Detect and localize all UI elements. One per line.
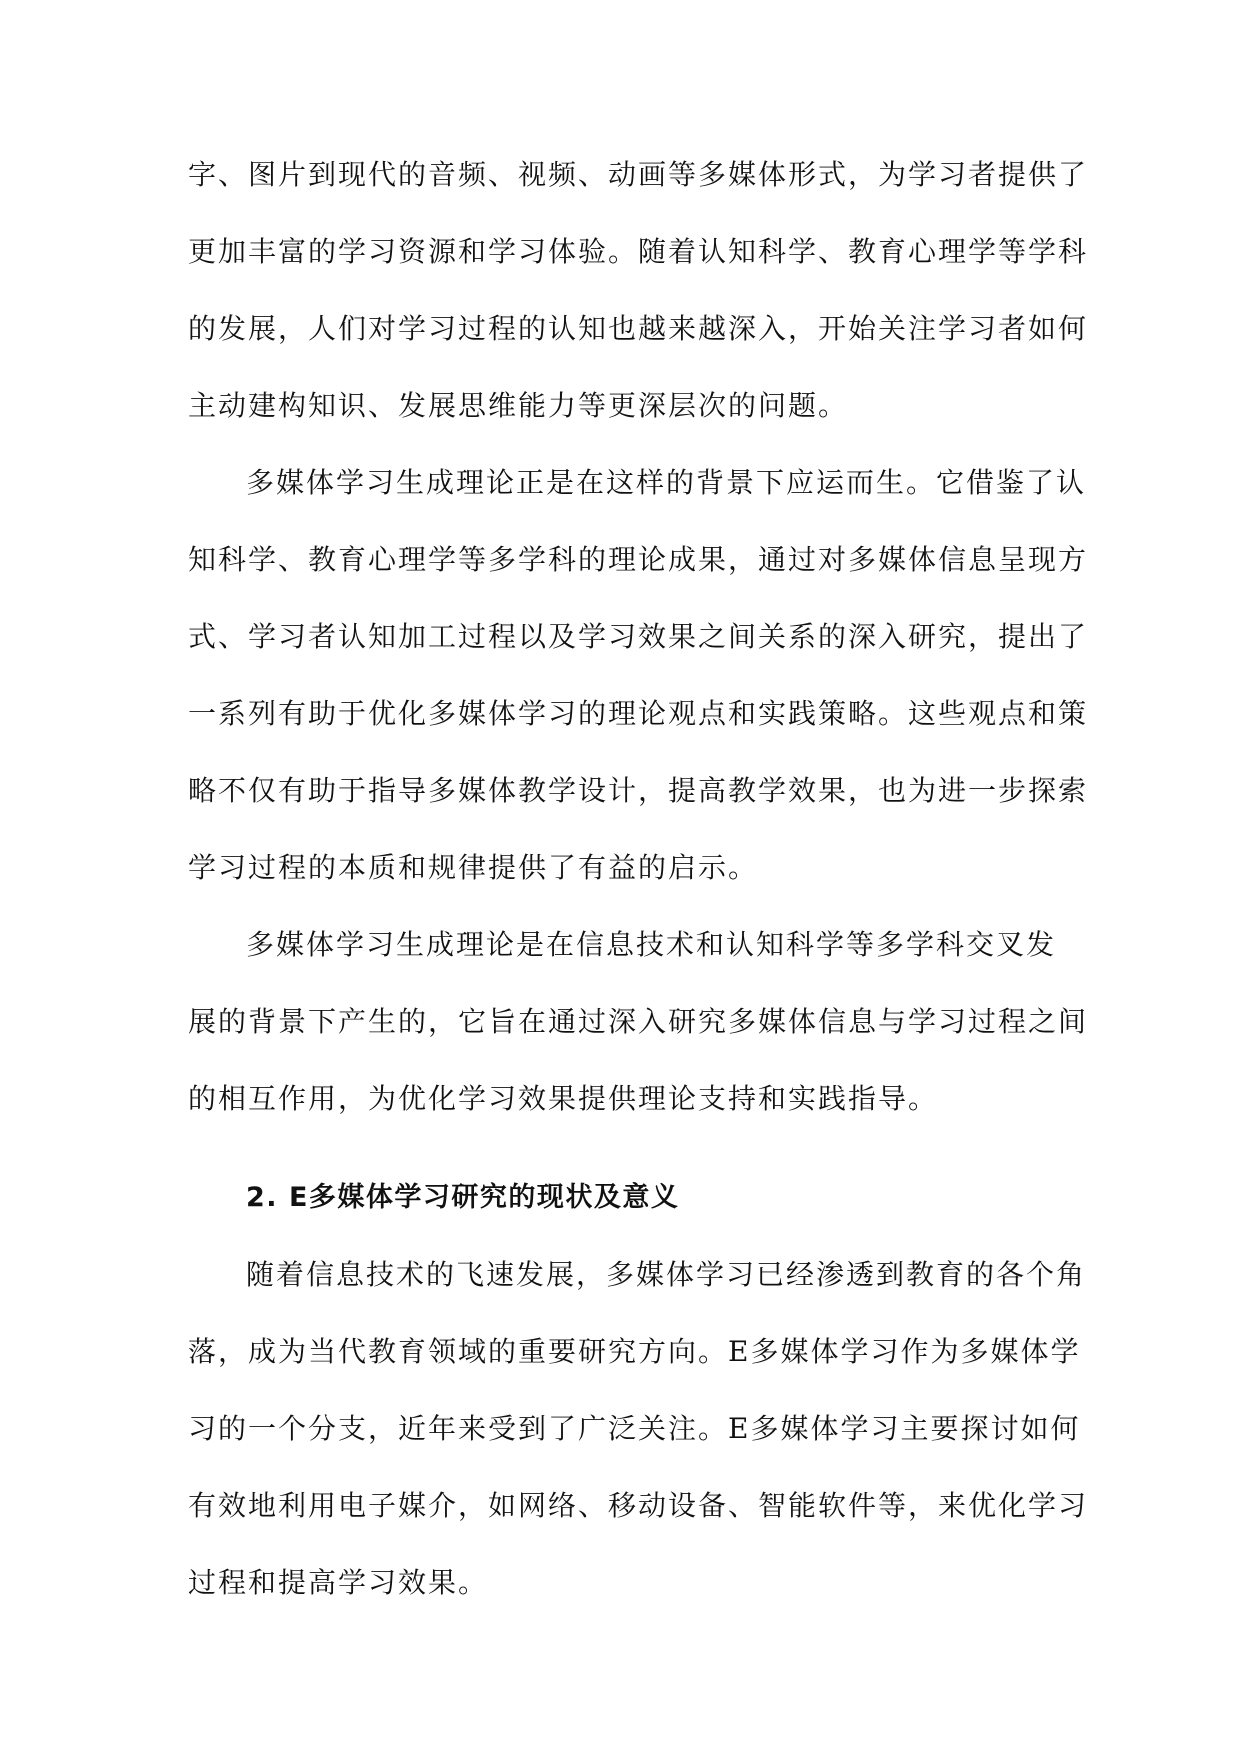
text-line: 有效地利用电子媒介，如网络、移动设备、智能软件等，来优化学习	[188, 1489, 1089, 1522]
section-heading: 2. E多媒体学习研究的现状及意义	[246, 1182, 680, 1213]
paragraph-theory-origin	[188, 444, 1089, 906]
text-line: 字、图片到现代的音频、视频、动画等多媒体形式，为学习者提供了	[188, 158, 1089, 191]
text-line: 知科学、教育心理学等多学科的理论成果，通过对多媒体信息呈现方	[188, 543, 1089, 576]
paragraph-continued	[188, 136, 1089, 444]
text-line: 的相互作用，为优化学习效果提供理论支持和实践指导。	[188, 1082, 939, 1115]
text-line: 更加丰富的学习资源和学习体验。随着认知科学、教育心理学等学科	[188, 235, 1089, 268]
text-line: 的发展，人们对学习过程的认知也越来越深入，开始关注学习者如何	[188, 312, 1089, 345]
text-line: 落，成为当代教育领域的重要研究方向。E多媒体学习作为多媒体学	[188, 1335, 1081, 1368]
text-line: 习的一个分支，近年来受到了广泛关注。E多媒体学习主要探讨如何	[188, 1412, 1081, 1445]
text-line: 展的背景下产生的，它旨在通过深入研究多媒体信息与学习过程之间	[188, 1005, 1089, 1038]
text-line: 学习过程的本质和规律提供了有益的启示。	[188, 851, 759, 884]
paragraph-section-body	[188, 1236, 1089, 1621]
text-line: 随着信息技术的飞速发展，多媒体学习已经渗透到教育的各个角	[246, 1258, 1087, 1291]
text-line: 略不仅有助于指导多媒体教学设计，提高教学效果，也为进一步探索	[188, 774, 1089, 807]
text-line: 一系列有助于优化多媒体学习的理论观点和实践策略。这些观点和策	[188, 697, 1089, 730]
paragraph-theory-summary	[188, 906, 1089, 1137]
text-line: 多媒体学习生成理论正是在这样的背景下应运而生。它借鉴了认	[246, 466, 1087, 499]
text-line: 过程和提高学习效果。	[188, 1566, 489, 1599]
text-line: 主动建构知识、发展思维能力等更深层次的问题。	[188, 389, 849, 422]
text-line: 多媒体学习生成理论是在信息技术和认知科学等多学科交叉发	[246, 928, 1057, 961]
document-body	[188, 136, 1089, 1621]
text-line: 式、学习者认知加工过程以及学习效果之间关系的深入研究，提出了	[188, 620, 1089, 653]
